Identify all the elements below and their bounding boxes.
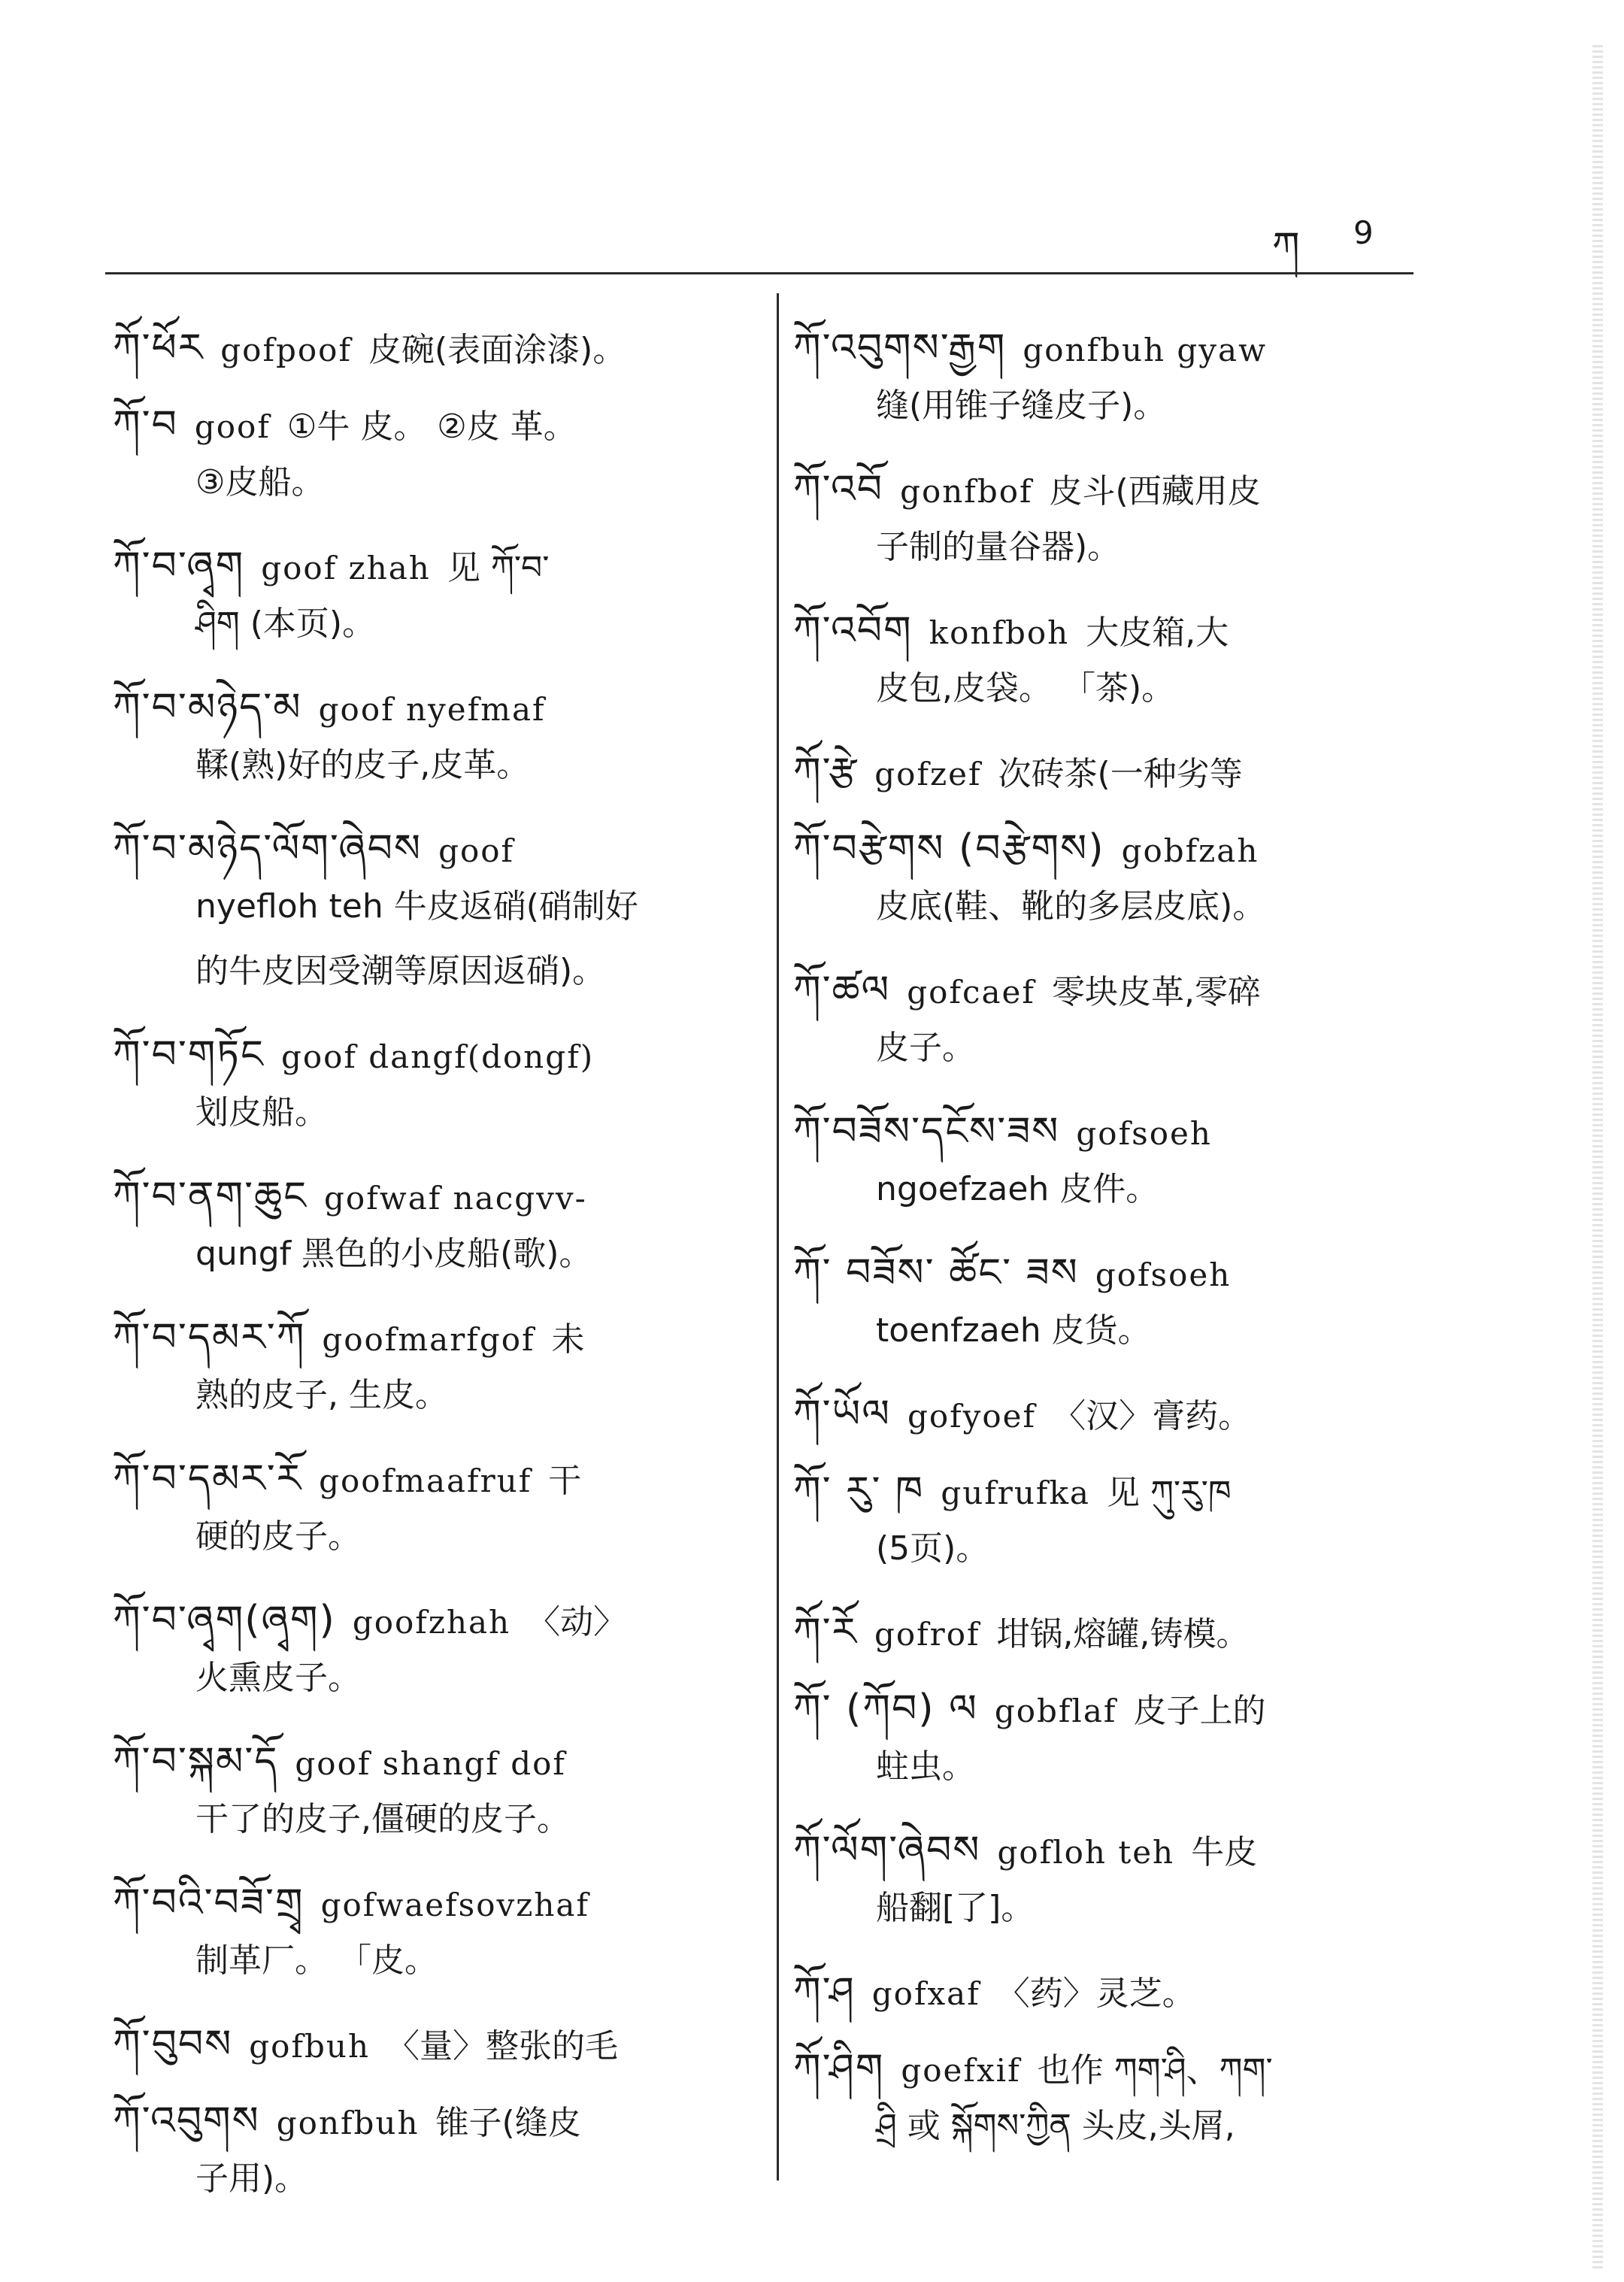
definition: 次砖茶(一种劣等 — [998, 755, 1243, 793]
dictionary-entry — [113, 1294, 759, 1428]
phonetic: goof shangf dof — [295, 1745, 566, 1782]
phonetic: goof zhah — [261, 550, 431, 586]
dictionary-entry — [113, 523, 759, 656]
phonetic: gobflaf — [994, 1693, 1117, 1729]
dictionary-entry — [113, 805, 759, 1004]
headword: ཀོ་ བཟོས་ ཚོང་ ཟས — [793, 1250, 1079, 1296]
headword: ཀོ་བ་སྐམ་དོ — [113, 1739, 279, 1784]
headword: ཀོ་བ་དམར་ཀོ — [113, 1315, 306, 1360]
dictionary-entry — [113, 1577, 759, 1711]
headword: ཀོ་བ་ནག་ཆུང — [113, 1174, 308, 1219]
definition-continued: 火熏皮子。 — [195, 1659, 361, 1697]
dictionary-entry — [793, 1589, 1455, 1658]
phonetic: gofyoef — [907, 1398, 1037, 1435]
definition: 牛皮 — [1191, 1833, 1258, 1871]
definition-continued: nyefloh teh 牛皮返硝(硝制好 — [195, 887, 638, 926]
definition: 〈量〉整张的毛 — [386, 2027, 618, 2065]
dictionary-entry — [113, 664, 759, 798]
phonetic: gofcaef — [907, 974, 1035, 1011]
phonetic: gofxaf — [871, 1975, 980, 2012]
headword: ཀོ་བཟོས་དངོས་ཟས — [793, 1109, 1060, 1154]
definition: 见 ཀུ་རུ་ཁ — [1106, 1474, 1232, 1512]
dictionary-entry — [793, 947, 1455, 1080]
headword: ཀོ་བརྩེགས (བརྩེགས) — [793, 826, 1105, 871]
dictionary-entry — [793, 1948, 1455, 2017]
phonetic: gonfbof — [900, 473, 1033, 510]
definition-continued: 硬的皮子。 — [195, 1517, 361, 1556]
dictionary-entry — [793, 587, 1455, 721]
phonetic: goofmarfgof — [322, 1321, 535, 1358]
definition: 皮碗(表面涂漆)。 — [368, 331, 626, 369]
dictionary-entry — [793, 1807, 1455, 1941]
headword: ཀོ་ཤ — [793, 1969, 856, 2014]
dictionary-entry — [113, 1859, 759, 1993]
definition: 〈汉〉膏药。 — [1053, 1397, 1252, 1435]
definition: 锥子(缝皮 — [435, 2104, 581, 2142]
definition-continued: (5页)。 — [876, 1529, 989, 1568]
phonetic: gofbuh — [249, 2028, 370, 2065]
definition-continued: 干了的皮子,僵硬的皮子。 — [195, 1800, 570, 1838]
dictionary-entry — [113, 2001, 759, 2070]
phonetic: goofzhah — [352, 1604, 511, 1641]
headword: ཀོ་བ་མཉེད་མ — [113, 685, 302, 730]
phonetic: goof nyefmaf — [318, 691, 546, 728]
phonetic: gofwaf nacgvv- — [324, 1180, 587, 1217]
dictionary-entry — [793, 1371, 1455, 1440]
headword: ཀོ་འབོ — [793, 467, 884, 512]
definition-continued: 鞣(熟)好的皮子,皮革。 — [195, 746, 530, 784]
headword: ཀོ་བུབས — [113, 2022, 233, 2067]
phonetic: goof dangf(dongf) — [280, 1038, 595, 1075]
headword: ཀོ་བ་མཉེད་ལོག་ཞེབས — [113, 826, 423, 871]
dictionary-entry — [113, 1011, 759, 1145]
dictionary-entry — [113, 305, 759, 374]
definition: ①牛 皮。 ②皮 革。 — [286, 408, 577, 446]
headword: ཀོ་འབུགས — [113, 2099, 260, 2144]
phonetic: goof — [438, 832, 515, 869]
phonetic: goefxif — [901, 2052, 1021, 2089]
dictionary-entry — [793, 305, 1455, 438]
column-divider — [777, 293, 779, 2180]
phonetic: gobfzah — [1121, 832, 1259, 869]
right-column — [793, 305, 1455, 2166]
headword: ཀོ་ཕོར — [113, 326, 205, 371]
dictionary-entry — [113, 1718, 759, 1852]
definition-continued: ngoefzaeh 皮件。 — [876, 1170, 1159, 1208]
definition: 零块皮革,零碎 — [1051, 973, 1261, 1011]
headword: ཀོ་ཤིག — [793, 2046, 885, 2091]
definition-continued: qungf 黑色的小皮船(歌)。 — [195, 1235, 592, 1273]
definition-continued: 制革厂。 「皮。 — [195, 1941, 438, 1980]
headword: ཀོ་འབུགས་རྒྱག — [793, 326, 1007, 371]
definition: 皮斗(西藏用皮 — [1049, 472, 1261, 511]
phonetic: gofpoof — [220, 332, 352, 368]
phonetic: gofwaefsovzhaf — [320, 1887, 589, 1923]
dictionary-entry — [113, 1435, 759, 1569]
headword: ཀོ་བ་དམར་རོ — [113, 1456, 303, 1502]
definition-continued: 蛀虫。 — [876, 1747, 975, 1786]
definition: 干 — [548, 1462, 582, 1500]
phonetic: goofmaafruf — [319, 1462, 532, 1499]
dictionary-entry — [113, 2077, 759, 2211]
headword: ཀོ་ལོག་ཞེབས — [793, 1828, 981, 1873]
headword: ཀོ་བ་གཏོང — [113, 1032, 265, 1077]
definition: 大皮箱,大 — [1086, 614, 1229, 652]
definition-continued: toenfzaeh 皮货。 — [876, 1311, 1151, 1350]
phonetic: gofrof — [874, 1616, 980, 1653]
definition-continued: 划皮船。 — [195, 1093, 328, 1132]
phonetic: gonfbuh gyaw — [1023, 332, 1268, 368]
phonetic: gofsoeh — [1076, 1115, 1212, 1152]
phonetic: gufrufka — [941, 1474, 1090, 1511]
headword: ཀོ་ཡོལ — [793, 1392, 891, 1437]
headword: ཀོ་བ་ཞྭག — [113, 544, 245, 589]
phonetic: gofsoeh — [1095, 1256, 1232, 1293]
headword: ཀོ་བའི་བཟོ་གྲྭ — [113, 1880, 304, 1926]
definition-continued: 船翻[了]。 — [876, 1889, 1035, 1927]
dictionary-entry — [793, 1229, 1455, 1363]
definition-continued: 熟的皮子, 生皮。 — [195, 1376, 448, 1414]
definition-continued: ཤིག (本页)。 — [195, 605, 376, 643]
headword: ཀོ་བ་ཞྭག(ཞྭག) — [113, 1598, 336, 1643]
dictionary-entry — [793, 729, 1455, 798]
scan-edge — [1592, 45, 1603, 2271]
dictionary-entry — [793, 1088, 1455, 1222]
headword: ཀོ་འབོག — [793, 608, 913, 653]
definition: 也作 ཀག་ཤི、ཀག་ — [1037, 2051, 1273, 2090]
dictionary-entry — [113, 1153, 759, 1286]
definition-continued: ③皮船。 — [195, 463, 325, 502]
definition-continued: 皮子。 — [876, 1029, 975, 1067]
definition-continued: 皮底(鞋、靴的多层皮底)。 — [876, 887, 1266, 926]
headword: ཀོ་རྩེ — [793, 750, 859, 795]
definition: 见 ཀོ་བ་ — [447, 549, 550, 587]
dictionary-entry — [793, 1665, 1455, 1799]
dictionary-entry — [793, 1447, 1455, 1581]
definition: 〈动〉 — [527, 1603, 627, 1641]
headword: ཀོ་ཚལ — [793, 968, 891, 1013]
definition: 坩锅,熔罐,铸模。 — [996, 1615, 1250, 1653]
headword: ཀོ་རོ — [793, 1610, 858, 1655]
headword: ཀོ་ རུ་ ཁ — [793, 1468, 925, 1514]
definition-continued: 的牛皮因受潮等原因返硝)。 — [195, 952, 606, 990]
headword: ཀོ་བ — [113, 402, 178, 447]
definition-continued: 缝(用锥子缝皮子)。 — [876, 386, 1167, 425]
definition: 〈药〉灵芝。 — [996, 1974, 1195, 2013]
definition: 皮子上的 — [1133, 1692, 1266, 1730]
definition-continued: 皮包,皮袋。 「茶)。 — [876, 669, 1175, 708]
header-rule — [105, 272, 1413, 274]
dictionary-entry — [113, 381, 759, 515]
definition-continued: ཤྲི 或 སྐོགས་ཀྱིན 头皮,头屑, — [876, 2107, 1235, 2145]
phonetic: goof — [194, 408, 271, 445]
phonetic: gonfbuh — [276, 2105, 420, 2141]
dictionary-entry — [793, 805, 1455, 939]
definition-continued: 子制的量谷器)。 — [876, 528, 1121, 566]
phonetic: gofzef — [874, 756, 982, 792]
section-mark: ཀ — [1272, 224, 1300, 269]
dictionary-entry — [793, 446, 1455, 580]
definition-continued: 子用)。 — [195, 2159, 308, 2198]
definition: 未 — [551, 1320, 585, 1359]
phonetic: gofloh teh — [997, 1834, 1175, 1871]
left-column — [113, 305, 759, 2219]
phonetic: konfboh — [929, 614, 1070, 651]
page-number: 9 — [1353, 214, 1374, 251]
dictionary-entry — [793, 2025, 1455, 2159]
headword: ཀོ་ (ཀོབ) ལ — [793, 1686, 978, 1732]
